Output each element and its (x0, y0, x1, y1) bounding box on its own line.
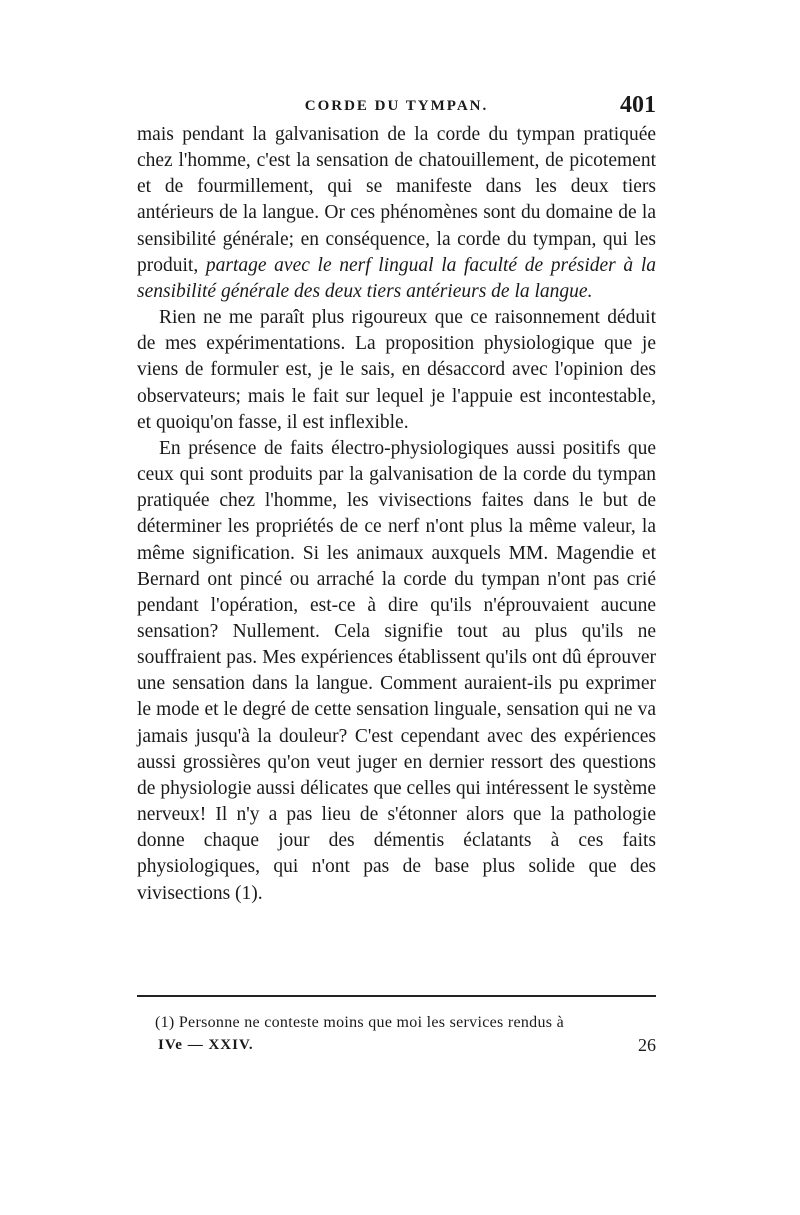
body-text (137, 122, 656, 907)
page-header (137, 94, 656, 124)
signature-number: 26 (638, 1035, 656, 1055)
running-title: CORDE DU TYMPAN. (304, 98, 489, 114)
footnote-rule (137, 995, 656, 997)
paragraph-1-italic: partage avec le nerf lingual la faculté de présider à la sensibilité générale des deux tiers antérieurs de la langue. (137, 254, 656, 302)
footnote: (1) Personne ne conteste moins que moi les services rendus à (155, 1014, 565, 1031)
paragraph-1-text: mais pendant la galvanisation de la corde du tympan pratiquée chez l'homme, c'est la sensation de chatouillement, de picotement et de fourmillement, qui se manifeste dans les deux tiers antérieurs de la langue. Or ces phénomènes sont du domaine de la sensibilité générale; en conséquence, la corde du tympan, qui les produit, (137, 124, 656, 276)
paragraph-3: En présence de faits électro-physiologiques aussi positifs que ceux qui sont produits par la galvanisation de la corde du tympan pratiquée chez l'homme, les vivisections faites dans le but de déterminer les propriétés de ce nerf n'ont plus la même valeur, la même signification. Si les animaux auxquels MM. Magendie et Bernard ont pincé ou arraché la corde du tympan n'ont pas crié pendant l'opération, est-ce à dire qu'ils n'éprouvaient aucune sensation? Nullement. Cela signifie tout au plus qu'ils ne souffraient pas. Mes expériences établissent qu'ils ont dû éprouver une sensation dans la langue. Comment auraient-ils pu exprimer le mode et le degré de cette sensation linguale, sensation qui ne va jamais jusqu'à la douleur? C'est cependant avec des expériences aussi grossières qu'on veut juger en dernier ressort des questions de physiologie aussi délicates que celles qui intéressent le système nerveux! Il n'y a pas lieu de s'étonner alors que la pathologie donne chaque jour des démentis éclatants à ces faits physiologiques, qui n'ont pas de base plus solide que des vivisections (1). (137, 437, 656, 904)
page-number: 401 (620, 92, 656, 118)
printer-signature (158, 1037, 656, 1061)
paragraph-2: Rien ne me paraît plus rigoureux que ce raisonnement déduit de mes expérimentations. La proposition physiologique que je viens de formuler est, je le sais, en désaccord avec l'opinion des observateurs; mais le fait sur lequel je l'appuie est incontestable, et quoiqu'on fasse, il est inflexible. (137, 307, 656, 433)
signature-mark: IVe — XXIV. (158, 1037, 254, 1053)
paragraph-1 (137, 122, 656, 305)
